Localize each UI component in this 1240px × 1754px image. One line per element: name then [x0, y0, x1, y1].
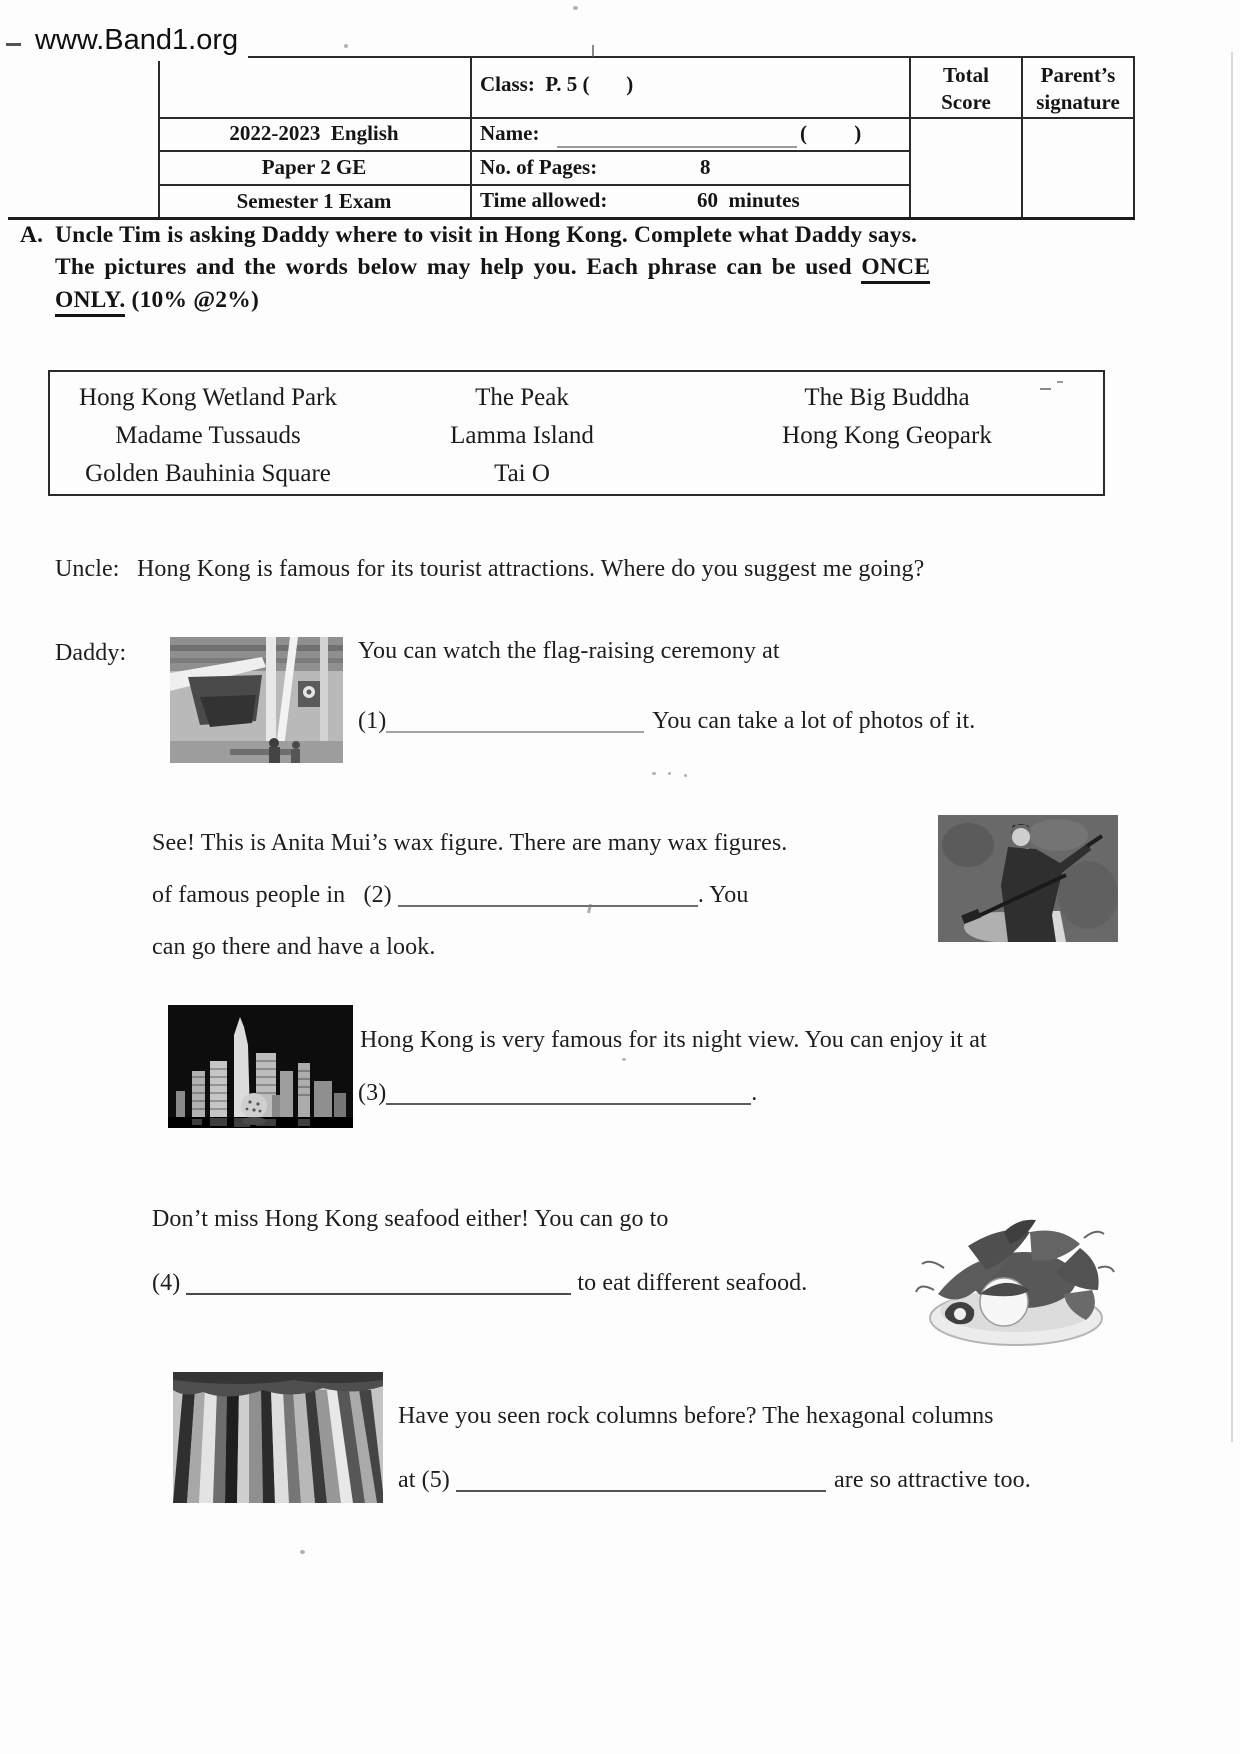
answer-blank-1[interactable]	[386, 727, 644, 733]
scan-speck	[300, 1550, 305, 1554]
q4-after-text: to eat different seafood.	[577, 1270, 808, 1296]
phrase-bank-column-2	[397, 379, 647, 493]
rock-columns-photo	[173, 1372, 383, 1503]
phrase-bank-column-3	[702, 379, 1072, 455]
scan-speck	[652, 772, 656, 775]
section-a-line3-text: (10% @2%)	[125, 287, 259, 313]
section-a-line2-text: The pictures and the words below may help you. Each phrase can be used	[55, 254, 862, 280]
section-a-once-underlined: ONCE	[861, 254, 930, 284]
q5-line2	[398, 1467, 1031, 1494]
scan-speck	[684, 774, 687, 777]
q4-number: (4)	[152, 1270, 181, 1296]
total-score-line2: Score	[941, 90, 991, 114]
scan-edge-line	[1231, 52, 1233, 1442]
q5-after-text: are so attractive too.	[834, 1467, 1031, 1493]
seafood-plate-photo	[908, 1198, 1118, 1350]
table-row-line-3	[158, 184, 911, 186]
section-a-number: A.	[20, 222, 44, 248]
q2-line2-post: . You	[697, 882, 749, 908]
q4-line1: Don’t miss Hong Kong seafood either! You can go to	[152, 1206, 669, 1232]
q4-line2	[152, 1270, 807, 1297]
answer-blank-4[interactable]	[186, 1289, 571, 1295]
section-a-line1: Uncle Tim is asking Daddy where to visit in Hong Kong. Complete what Daddy says.	[55, 222, 918, 248]
uncle-label: Uncle:	[55, 556, 120, 582]
time-value: 60 minutes	[697, 188, 800, 212]
parents-signature-cell	[1023, 119, 1133, 217]
exam-title-semester: Semester 1 Exam	[236, 189, 392, 213]
q2-line1: See! This is Anita Mui’s wax figure. There are many wax figures.	[152, 830, 788, 856]
q1-line1: You can watch the flag-raising ceremony at	[358, 638, 780, 664]
q3-line1: Hong Kong is very famous for its night view. You can enjoy it at	[360, 1027, 987, 1053]
total-score-header	[911, 62, 1021, 116]
exam-title-paper: Paper 2 GE	[261, 155, 367, 179]
phrase-hk-wetland-park: Hong Kong Wetland Park	[79, 384, 337, 411]
q3-number: (3)	[358, 1080, 387, 1106]
answer-blank-3[interactable]	[386, 1099, 751, 1105]
night-skyline-photo	[168, 1005, 353, 1128]
time-label: Time allowed:	[480, 188, 608, 212]
parents-signature-line2: signature	[1036, 90, 1120, 114]
name-paren: ( )	[800, 121, 862, 145]
q3-after-text: .	[751, 1080, 758, 1106]
parents-signature-line1: Parent’s	[1040, 63, 1116, 87]
section-a-only-underlined: ONLY.	[55, 287, 125, 317]
section-a-line2	[55, 254, 930, 281]
total-score-line1: Total	[943, 63, 989, 87]
q5-line1: Have you seen rock columns before? The hexagonal columns	[398, 1403, 994, 1429]
table-top-border	[248, 56, 1135, 58]
header-table	[0, 0, 1240, 230]
total-score-cell	[911, 119, 1021, 217]
scan-speck	[573, 6, 578, 10]
scan-speck	[344, 44, 348, 48]
section-a-line3	[55, 287, 259, 314]
phrase-the-big-buddha: The Big Buddha	[804, 384, 970, 411]
q5-pre-text: at (5)	[398, 1467, 450, 1493]
site-url: www.Band1.org	[35, 24, 239, 56]
scan-artifact-tick	[592, 45, 594, 57]
phrase-golden-bauhinia-square: Golden Bauhinia Square	[85, 460, 331, 487]
phrase-madame-tussauds: Madame Tussauds	[115, 422, 301, 449]
flag-raising-photo	[170, 637, 343, 763]
table-divider-1	[470, 56, 472, 218]
phrase-bank-box	[48, 370, 1105, 496]
pages-label: No. of Pages:	[480, 155, 598, 179]
class-field: Class: P. 5 ( )	[480, 72, 634, 96]
uncle-text: Hong Kong is famous for its tourist attractions. Where do you suggest me going?	[137, 556, 925, 582]
table-row-line-2	[158, 150, 911, 152]
name-blank[interactable]	[557, 146, 797, 148]
wax-figure-photo	[938, 815, 1118, 942]
q1-number: (1)	[358, 708, 387, 734]
phrase-tai-o: Tai O	[494, 460, 550, 487]
q1-line2	[358, 708, 975, 735]
daddy-label: Daddy:	[55, 640, 127, 666]
scan-speck	[622, 1058, 626, 1061]
q3-line2	[358, 1080, 757, 1107]
scan-speck	[668, 772, 671, 775]
name-label: Name:	[480, 121, 540, 145]
parents-signature-header	[1023, 62, 1133, 116]
q1-after-text: You can take a lot of photos of it.	[652, 708, 976, 734]
q2-line3: can go there and have a look.	[152, 934, 436, 960]
q2-line2	[152, 882, 748, 909]
phrase-bank-column-1	[62, 379, 354, 493]
header-bottom-rule	[8, 217, 1135, 220]
phrase-the-peak: The Peak	[475, 384, 569, 411]
scan-artifact-dash	[1057, 381, 1063, 383]
pages-value: 8	[700, 155, 711, 179]
scan-artifact-dash	[1040, 388, 1051, 390]
answer-blank-5[interactable]	[456, 1486, 826, 1492]
exam-title-year: 2022-2023 English	[229, 121, 399, 145]
phrase-lamma-island: Lamma Island	[450, 422, 594, 449]
q2-line2-pre: of famous people in (2)	[152, 882, 392, 908]
table-right-border	[1133, 56, 1135, 218]
phrase-hk-geopark: Hong Kong Geopark	[782, 422, 992, 449]
answer-blank-2[interactable]	[398, 901, 698, 907]
